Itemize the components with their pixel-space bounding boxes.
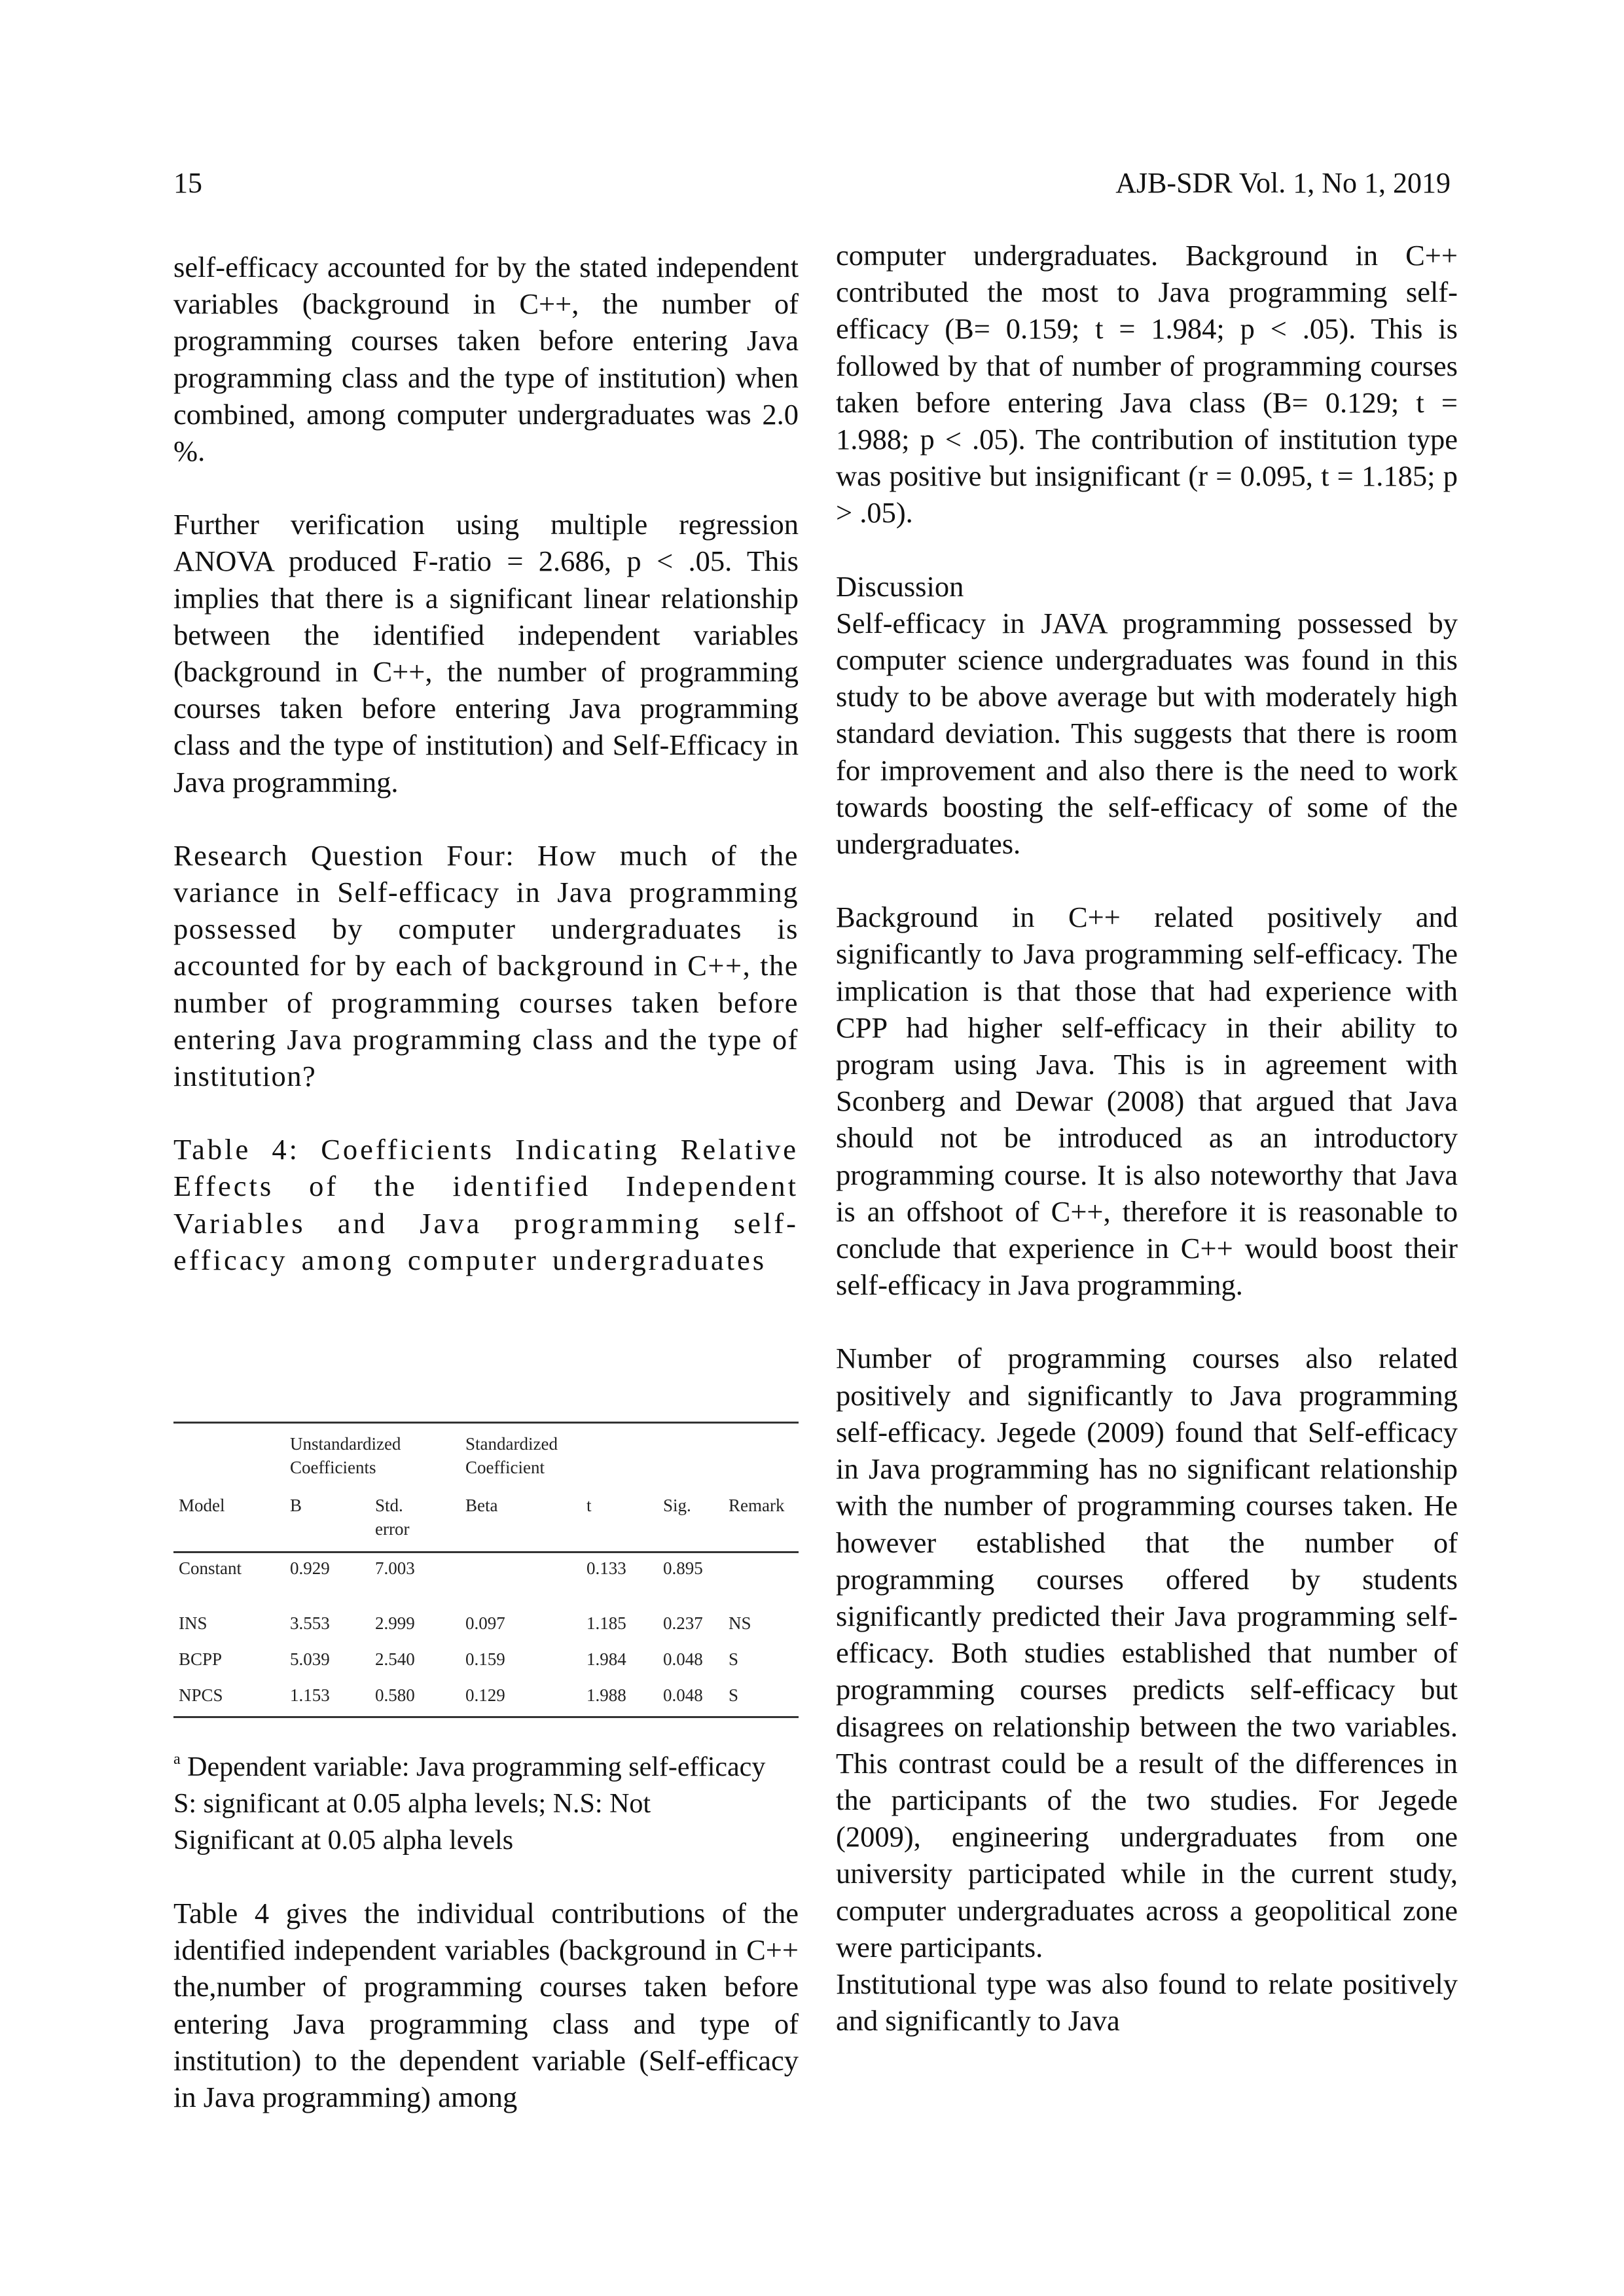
column-header-remark: Remark	[729, 1496, 785, 1515]
note-significance-line2: Significant at 0.05 alpha levels	[173, 1825, 514, 1856]
table4-description	[173, 1895, 799, 2115]
left-column	[173, 249, 799, 1278]
column-header-sig: Sig.	[663, 1496, 691, 1515]
research-question-four: Research Question Four: How much of the variance in Self-efficacy in Java programming possessed by computer undergraduates is accounted for by each of background in C++, the number of programming courses taken before entering Java programming class and the type of institution?	[173, 838, 799, 1093]
table-cell-sig: 0.237	[663, 1613, 703, 1633]
paragraph-anova: Further verification using multiple regression ANOVA produced F-ratio = 2.686, p < .05. This implies that there is a significant linear relationship between the identified independent variables (background in C++, the number of programming courses taken before entering Java programming class and the type of institution) and Self-Efficacy in Java programming.	[173, 508, 799, 798]
table-cell-model: Constant	[179, 1558, 242, 1578]
page-number: 15	[173, 167, 202, 199]
note-dependent-variable-text: Dependent variable: Java programming self-efficacy	[187, 1752, 766, 1782]
column-header-b: B	[290, 1496, 302, 1515]
table-cell-beta: 0.097	[465, 1613, 505, 1633]
table-top-rule	[173, 1422, 799, 1424]
paragraph-variance-combined: self-efficacy accounted for by the stated independent variables (background in C++, the number of programming courses taken before entering Java programming class and the type of institution) when combined, among computer undergraduates was 2.0 %.	[173, 251, 799, 468]
table-cell-model: NPCS	[179, 1685, 223, 1705]
paragraph-institutional-type: Institutional type was also found to relate positively and significantly to Java	[836, 1967, 1458, 2037]
table-header-rule	[173, 1551, 799, 1553]
paragraph-number-of-courses: Number of programming courses also related positively and significantly to Java programming self-efficacy. Jegede (2009) found that Self-efficacy in Java programming has no significant relationship with the number of programming courses taken. He however established that the number of programming courses offered by students significantly predicted their Java programming self-efficacy. Both studies established that number of programming courses predicts self-efficacy but disagrees on relationship between the two variables. This contrast could be a result of the differences in the participants of the two studies. For Jegede (2009), engineering undergraduates from one university participated while in the current study, computer undergraduates across a geopolitical zone were participants.	[836, 1342, 1458, 1964]
column-header-t: t	[586, 1496, 592, 1515]
note-dependent-variable	[173, 1741, 802, 1785]
table-cell-model: BCPP	[179, 1649, 223, 1669]
right-column	[836, 237, 1458, 2039]
table-cell-remark: S	[729, 1685, 739, 1705]
paragraph-table4-contributions: Table 4 gives the individual contributions of the identified independent variables (background in C++ the,number of programming courses taken before entering Java programming class and type of institution) to the dependent variable (Self-efficacy in Java programming) among	[173, 1897, 799, 2114]
table-cell-b: 5.039	[290, 1649, 330, 1669]
table-cell-model: INS	[179, 1613, 208, 1633]
footnote-marker: a	[173, 1751, 181, 1768]
paragraph-contributions-results: computer undergraduates. Background in C++ contributed the most to Java programming self-efficacy (B= 0.159; t = 1.984; p < .05). This is followed by that of number of programming courses taken before entering Java class (B= 0.129; t = 1.988; p < .05). The contribution of institution type was positive but insignificant (r = 0.095, t = 1.185; p > .05).	[836, 239, 1458, 529]
table-cell-sig: 0.895	[663, 1558, 703, 1578]
table-cell-t: 0.133	[586, 1558, 626, 1578]
table-cell-std-error: 7.003	[375, 1558, 415, 1578]
table-cell-t: 1.988	[586, 1685, 626, 1705]
section-heading-discussion: Discussion	[836, 569, 964, 603]
group-header-unstandardized-line1: Unstandardized	[290, 1434, 401, 1454]
table-cell-remark: NS	[729, 1613, 751, 1633]
table-cell-sig: 0.048	[663, 1685, 703, 1705]
table-cell-b: 0.929	[290, 1558, 330, 1578]
table-cell-beta: 0.129	[465, 1685, 505, 1705]
table-cell-t: 1.984	[586, 1649, 626, 1669]
column-header-model: Model	[179, 1496, 225, 1515]
table-cell-b: 3.553	[290, 1613, 330, 1633]
column-header-std-error-line1: Std.	[375, 1496, 403, 1515]
table-cell-b: 1.153	[290, 1685, 330, 1705]
paragraph-cpp-background: Background in C++ related positively and significantly to Java programming self-efficacy. The implication is that those that had experience with CPP had higher self-efficacy in their ability to program using Java. This is in agreement with Sconberg and Dewar (2008) that argued that Java should not be introduced as an introductory programming course. It is also noteworthy that Java is an offshoot of C++, therefore it is reasonable to conclude that experience in C++ would boost their self-efficacy in Java programming.	[836, 901, 1458, 1302]
paragraph-discussion: Self-efficacy in JAVA programming possessed by computer science undergraduates was found in this study to be above average but with moderately high standard deviation. This suggests that there is room for improvement and also there is the need to work towards boosting the self-efficacy of some of the undergraduates.	[836, 606, 1458, 861]
note-significance-line1: S: significant at 0.05 alpha levels; N.S: Not	[173, 1789, 651, 1819]
column-header-std-error-line2: error	[375, 1519, 410, 1539]
table-cell-std-error: 2.540	[375, 1649, 415, 1669]
table-cell-remark: S	[729, 1649, 739, 1669]
table-notes	[173, 1741, 802, 1859]
group-header-standardized-line2: Coefficient	[465, 1458, 545, 1477]
table-cell-std-error: 0.580	[375, 1685, 415, 1705]
table-cell-std-error: 2.999	[375, 1613, 415, 1633]
table-bottom-rule	[173, 1716, 799, 1718]
group-header-standardized-line1: Standardized	[465, 1434, 558, 1454]
table-cell-t: 1.185	[586, 1613, 626, 1633]
journal-running-header: AJB-SDR Vol. 1, No 1, 2019	[1115, 167, 1451, 199]
table-cell-beta: 0.159	[465, 1649, 505, 1669]
column-header-beta: Beta	[465, 1496, 498, 1515]
table-cell-sig: 0.048	[663, 1649, 703, 1669]
group-header-unstandardized-line2: Coefficients	[290, 1458, 376, 1477]
table-caption: Table 4: Coefficients Indicating Relative Effects of the identified Independent Variables and Java programming self-efficacy among computer undergraduates	[173, 1133, 799, 1276]
